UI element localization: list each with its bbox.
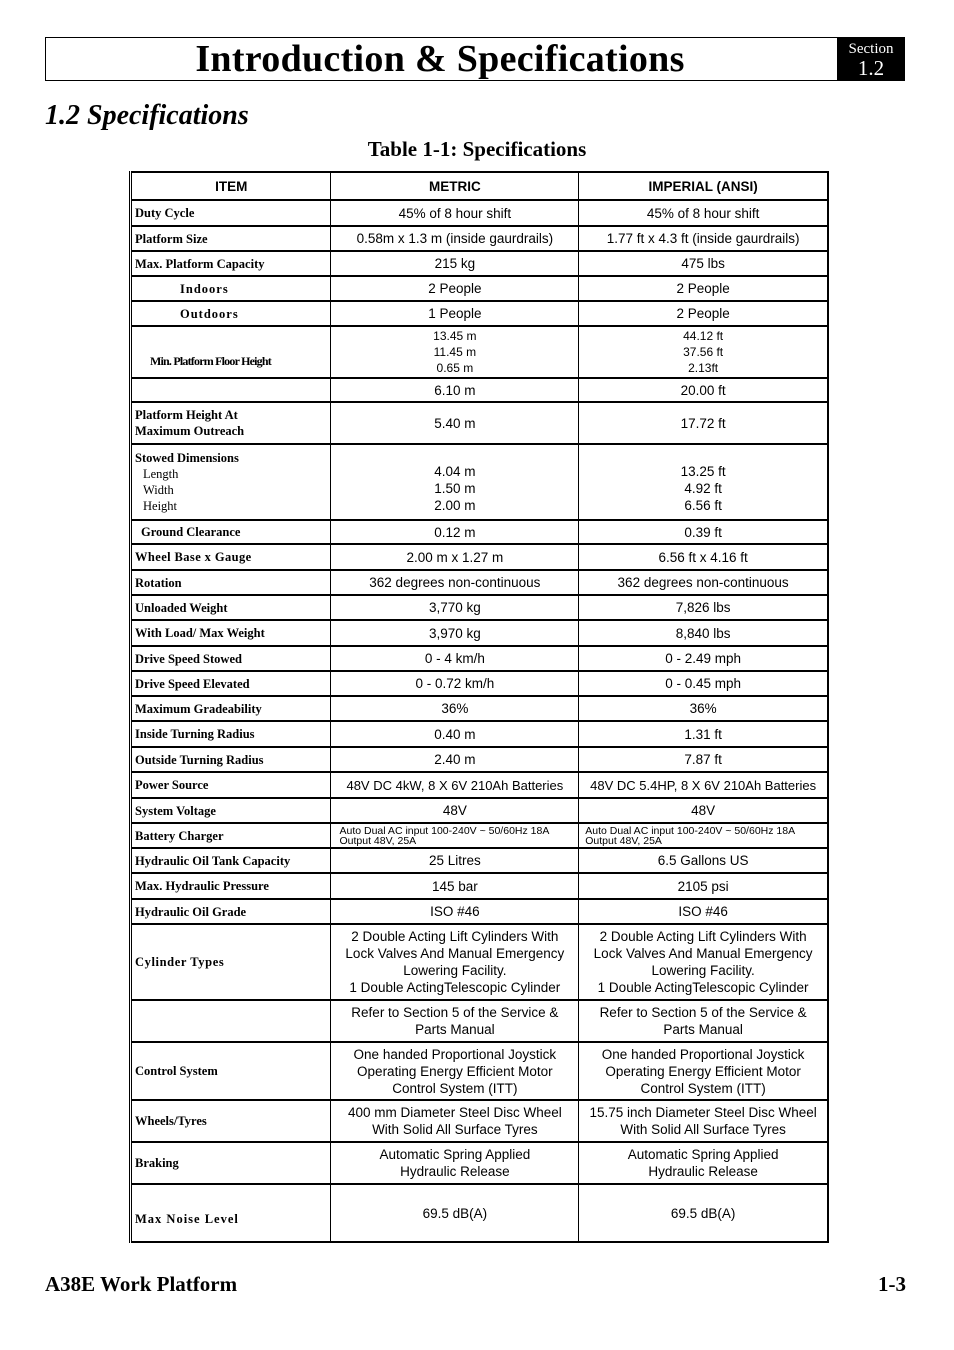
imperial-value: 36% (579, 696, 828, 721)
table-row (131, 326, 829, 378)
row-label: Outside Turning Radius (131, 747, 331, 772)
imperial-value (579, 823, 828, 848)
row-label: Wheel Base x Gauge (131, 544, 331, 570)
row-label: Hydraulic Oil Tank Capacity (131, 848, 331, 873)
row-label: Hydraulic Oil Grade (131, 899, 331, 924)
metric-value: 2 People (331, 276, 579, 301)
value-line: One handed Proportional Joystick (601, 1046, 805, 1062)
imperial-value (579, 1000, 828, 1042)
row-label: Inside Turning Radius (131, 721, 331, 747)
value-line: One handed Proportional Joystick (353, 1046, 557, 1062)
imperial-value: 0.39 ft (579, 520, 828, 544)
row-label: Cylinder Types (131, 924, 331, 1000)
row-label (131, 444, 331, 520)
value-line: 2 Double Acting Lift Cylinders With (351, 929, 559, 944)
value-line: 37.56 ft (683, 345, 724, 359)
table-row (131, 1142, 829, 1184)
specifications-table (129, 171, 829, 1243)
table-row (131, 570, 829, 595)
row-label: System Voltage (131, 798, 331, 823)
imperial-value: 7,826 lbs (579, 595, 828, 620)
value-line: 11.45 m (433, 345, 477, 359)
value-line: Output 48V, 25A (339, 834, 417, 847)
row-label: Control System (131, 1042, 331, 1100)
metric-value: 6.10 m (331, 378, 579, 402)
imperial-value: 48V DC 5.4HP, 8 X 6V 210Ah Batteries (579, 772, 828, 798)
section-badge (837, 37, 905, 81)
table-row (131, 226, 829, 251)
imperial-value: 2 People (579, 301, 828, 326)
value-line: 13.25 ft (680, 464, 726, 479)
metric-value: 0.58m x 1.3 m (inside gaurdrails) (331, 226, 579, 251)
metric-value (331, 1042, 579, 1100)
section-number: 1.2 (857, 56, 885, 80)
value-line: Refer to Section 5 of the Service & (599, 1005, 807, 1020)
value-line: 1 Double ActingTelescopic Cylinder (597, 980, 809, 995)
value-line: 4.04 m (434, 464, 476, 479)
imperial-value (579, 1142, 828, 1184)
label-line: Stowed Dimensions (135, 451, 239, 465)
row-label: Maximum Gradeability (131, 696, 331, 721)
metric-value: 0.40 m (331, 721, 579, 747)
table-row (131, 595, 829, 620)
imperial-value: 1.77 ft x 4.3 ft (inside gaurdrails) (579, 226, 828, 251)
column-header: IMPERIAL (ANSI) (579, 172, 828, 200)
metric-value: 48V DC 4kW, 8 X 6V 210Ah Batteries (331, 772, 579, 798)
value-line: 6.56 ft (684, 498, 722, 513)
table-row (131, 747, 829, 772)
value-line: Lowering Facility. (651, 963, 755, 978)
metric-value: 36% (331, 696, 579, 721)
table-row (131, 301, 829, 326)
imperial-value: 69.5 dB(A) (579, 1184, 828, 1242)
value-line: 0.65 m (436, 361, 474, 375)
value-line: Control System (ITT) (392, 1080, 518, 1096)
metric-value (331, 924, 579, 1000)
table-row (131, 251, 829, 276)
table-row (131, 899, 829, 924)
table-row (131, 1100, 829, 1142)
value-line: 13.45 m (433, 329, 477, 343)
metric-value (331, 1142, 579, 1184)
table-row (131, 200, 829, 226)
row-label: Drive Speed Stowed (131, 646, 331, 671)
imperial-value: 362 degrees non-continuous (579, 570, 828, 595)
imperial-value: 8,840 lbs (579, 620, 828, 646)
table-row (131, 1000, 829, 1042)
value-line: With Solid All Surface Tyres (620, 1122, 786, 1137)
value-line: 1 Double ActingTelescopic Cylinder (349, 980, 561, 995)
value-line: Control System (ITT) (640, 1080, 766, 1096)
value-line: Output 48V, 25A (585, 834, 662, 847)
table-row (131, 1042, 829, 1100)
value-line: Operating Energy Efficient Motor (357, 1063, 553, 1079)
metric-value: 1 People (331, 301, 579, 326)
column-header: ITEM (131, 172, 331, 200)
table-row (131, 924, 829, 1000)
page-header (45, 37, 905, 81)
value-line: Hydraulic Release (648, 1164, 758, 1179)
imperial-value: 2105 psi (579, 873, 828, 899)
imperial-value (579, 1042, 828, 1100)
row-label: Unloaded Weight (131, 595, 331, 620)
value-line: Lock Valves And Manual Emergency (345, 946, 565, 961)
section-heading: 1.2 Specifications (45, 100, 249, 131)
imperial-value: 1.31 ft (579, 721, 828, 747)
imperial-value: 20.00 ft (579, 378, 828, 402)
metric-value (331, 1100, 579, 1142)
row-label: Wheels/Tyres (131, 1100, 331, 1142)
table-row (131, 848, 829, 873)
metric-value (331, 1000, 579, 1042)
imperial-value: ISO #46 (579, 899, 828, 924)
metric-value (331, 444, 579, 520)
metric-value: 48V (331, 798, 579, 823)
table-row (131, 544, 829, 570)
value-line: 2.00 m (434, 498, 476, 513)
imperial-value (579, 326, 828, 378)
row-label: Max Noise Level (131, 1184, 331, 1242)
imperial-value (579, 1100, 828, 1142)
metric-value: 0 - 0.72 km/h (331, 671, 579, 696)
table-row (131, 444, 829, 520)
value-line: 44.12 ft (683, 329, 724, 343)
value-line: Hydraulic Release (400, 1164, 510, 1179)
metric-value: ISO #46 (331, 899, 579, 924)
metric-value: 5.40 m (331, 402, 579, 444)
sub-label: Length (143, 467, 179, 481)
row-label: Max. Hydraulic Pressure (131, 873, 331, 899)
value-line: Lock Valves And Manual Emergency (593, 946, 813, 961)
imperial-value: 17.72 ft (579, 402, 828, 444)
metric-value: 3,770 kg (331, 595, 579, 620)
value-line: 2 Double Acting Lift Cylinders With (599, 929, 807, 944)
value-line: With Solid All Surface Tyres (372, 1122, 538, 1137)
page-title: Introduction & Specifications (195, 38, 685, 80)
metric-value: 145 bar (331, 873, 579, 899)
row-label (131, 378, 331, 402)
row-label: Battery Charger (131, 823, 331, 848)
column-header: METRIC (331, 172, 579, 200)
table-row (131, 402, 829, 444)
row-label: With Load/ Max Weight (131, 620, 331, 646)
label-line: Maximum Outreach (135, 424, 245, 438)
table-row (131, 276, 829, 301)
footer-product-name: A38E Work Platform (45, 1272, 238, 1296)
table-row (131, 520, 829, 544)
sub-label: Height (143, 499, 178, 513)
value-line: 15.75 inch Diameter Steel Disc Wheel (589, 1105, 817, 1120)
row-label: Drive Speed Elevated (131, 671, 331, 696)
imperial-value: 6.56 ft x 4.16 ft (579, 544, 828, 570)
metric-value: 25 Litres (331, 848, 579, 873)
row-label: Min. Platform Floor Height (131, 326, 331, 378)
metric-value (331, 823, 579, 848)
table-row (131, 646, 829, 671)
footer-page-number: 1-3 (878, 1272, 906, 1296)
value-line: 2.13ft (688, 361, 719, 375)
imperial-value: 475 lbs (579, 251, 828, 276)
table-row (131, 671, 829, 696)
section-label: Section (848, 41, 894, 57)
imperial-value: 0 - 0.45 mph (579, 671, 828, 696)
metric-value: 3,970 kg (331, 620, 579, 646)
metric-value: 0.12 m (331, 520, 579, 544)
value-line: Parts Manual (415, 1022, 495, 1037)
table-row (131, 798, 829, 823)
metric-value: 45% of 8 hour shift (331, 200, 579, 226)
table-row (131, 1184, 829, 1242)
value-line: Automatic Spring Applied (379, 1147, 531, 1162)
imperial-value: 6.5 Gallons US (579, 848, 828, 873)
metric-value: 69.5 dB(A) (331, 1184, 579, 1242)
row-label: Rotation (131, 570, 331, 595)
value-line: Auto Dual AC input 100-240V ~ 50/60Hz 18A (339, 824, 550, 837)
table-title: Table 1-1: Specifications (367, 137, 587, 161)
row-label: Indoors (131, 276, 331, 301)
imperial-value (579, 924, 828, 1000)
row-label: Power Source (131, 772, 331, 798)
value-line: Lowering Facility. (403, 963, 507, 978)
value-line: Operating Energy Efficient Motor (605, 1063, 801, 1079)
table-row (131, 721, 829, 747)
row-label (131, 402, 331, 444)
row-label: Outdoors (131, 301, 331, 326)
imperial-value: 2 People (579, 276, 828, 301)
table-row (131, 378, 829, 402)
label-line: Platform Height At (135, 408, 238, 422)
value-line: 4.92 ft (684, 481, 722, 496)
metric-value: 215 kg (331, 251, 579, 276)
table-row (131, 772, 829, 798)
row-label (131, 1000, 331, 1042)
row-label: Max. Platform Capacity (131, 251, 331, 276)
table-row (131, 873, 829, 899)
imperial-value: 7.87 ft (579, 747, 828, 772)
metric-value: 2.00 m x 1.27 m (331, 544, 579, 570)
imperial-value: 45% of 8 hour shift (579, 200, 828, 226)
row-label: Ground Clearance (131, 520, 331, 544)
imperial-value: 0 - 2.49 mph (579, 646, 828, 671)
value-line: Auto Dual AC input 100-240V ~ 50/60Hz 18A (585, 824, 796, 837)
value-line: 400 mm Diameter Steel Disc Wheel (347, 1105, 562, 1120)
sub-label: Width (143, 483, 174, 497)
value-line: Automatic Spring Applied (627, 1147, 779, 1162)
row-label: Braking (131, 1142, 331, 1184)
table-row (131, 620, 829, 646)
table-row (131, 696, 829, 721)
row-label: Platform Size (131, 226, 331, 251)
imperial-value: 48V (579, 798, 828, 823)
metric-value: 362 degrees non-continuous (331, 570, 579, 595)
value-line: Parts Manual (663, 1022, 743, 1037)
value-line: 1.50 m (434, 481, 476, 496)
table-header-row (131, 172, 829, 200)
imperial-value (579, 444, 828, 520)
table-row (131, 823, 829, 848)
metric-value: 2.40 m (331, 747, 579, 772)
metric-value: 0 - 4 km/h (331, 646, 579, 671)
value-line: Refer to Section 5 of the Service & (351, 1005, 559, 1020)
row-label: Duty Cycle (131, 200, 331, 226)
metric-value (331, 326, 579, 378)
